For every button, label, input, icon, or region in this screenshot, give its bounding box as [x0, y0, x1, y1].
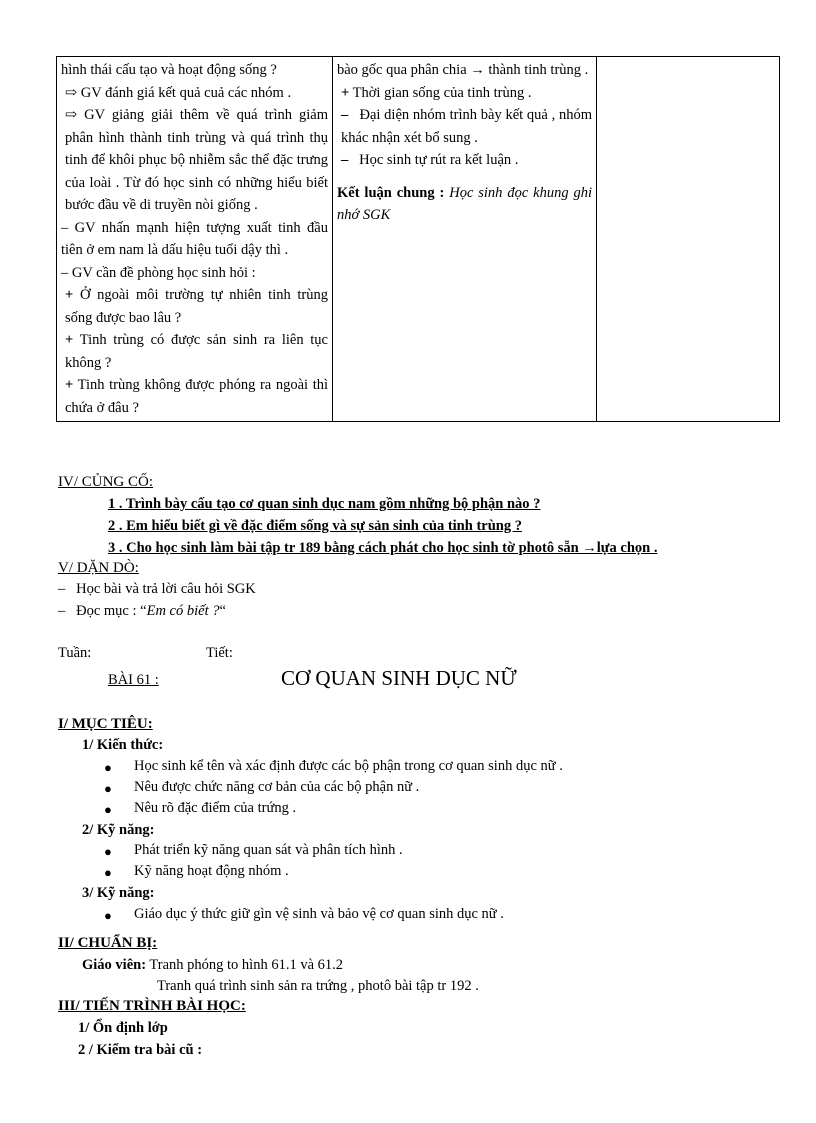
bullet-icon: ●: [104, 760, 112, 775]
week-label: Tuần:: [58, 645, 92, 661]
table-row: [57, 57, 780, 422]
table-line: – Đại diện nhóm trình bày kết quả , nhóm khác nhận xét bổ sung .: [341, 107, 592, 146]
objective-item: Nêu rõ đặc điểm của trứng .: [134, 800, 297, 816]
conclusion-text: Học sinh đọc khung ghi nhớ SGK: [337, 184, 592, 223]
section-heading-dan-do: V/ DẶN DÒ:: [58, 560, 139, 576]
subheading-ky-nang: 2/ Kỹ năng:: [82, 822, 155, 838]
dash-icon: –: [58, 581, 66, 597]
conclusion: [337, 182, 592, 227]
bullet-icon: ●: [104, 865, 112, 880]
bullet-icon: ●: [104, 802, 112, 817]
table-line: [61, 374, 328, 419]
subheading-ky-nang-3: 3/ Kỹ năng:: [82, 885, 155, 901]
lesson-table: [56, 56, 780, 422]
teacher-label: Giáo viên:: [82, 957, 147, 973]
objective-item: Phát triển kỹ năng quan sát và phân tích hình .: [134, 842, 403, 858]
table-line: – GV cần đề phòng học sinh hỏi :: [61, 264, 256, 281]
lesson-number: BÀI 61 :: [108, 672, 159, 688]
table-line: bào gốc qua phân chia → thành tinh trùng .: [337, 62, 589, 78]
plus-icon: +: [65, 377, 74, 393]
table-line: hình thái cấu tạo và hoạt động sống ?: [61, 62, 277, 78]
bullet-icon: ●: [104, 844, 112, 859]
homework-item: – Đọc mục : “Em có biết ?“: [58, 603, 226, 619]
bullet-icon: ●: [104, 908, 112, 923]
dash-icon: –: [58, 603, 66, 619]
section-heading-cung-co: IV/ CỦNG CỐ:: [58, 474, 154, 490]
subheading-kien-thuc: 1/ Kiến thức:: [82, 737, 164, 753]
section-heading-tien-trinh: III/ TIẾN TRÌNH BÀI HỌC:: [58, 998, 246, 1014]
table-line: – GV nhấn mạnh hiện tượng xuất tinh đầu tiên ở em nam là dấu hiệu tuổi dậy thì .: [61, 219, 328, 258]
table-line: ⇨ GV đánh giá kết quả cuả các nhóm .: [65, 84, 292, 101]
plus-icon: +: [65, 332, 74, 348]
page-title: CƠ QUAN SINH DỤC NỮ: [281, 666, 517, 690]
dash-icon: –: [341, 107, 349, 123]
empty-cell: [597, 57, 780, 422]
teacher-preparation: Giáo viên: Tranh phóng to hình 61.1 và 61.2: [82, 957, 344, 973]
objective-item: Giáo dục ý thức giữ gìn vệ sinh và bảo vệ cơ quan sinh dục nữ .: [134, 906, 504, 922]
review-question: 2 . Em hiểu biết gì về đặc điểm sống và sự sản sinh của tinh trùng ?: [108, 518, 522, 534]
objective-item: Học sinh kể tên và xác định được các bộ phận trong cơ quan sinh dục nữ .: [134, 758, 563, 774]
table-line: [61, 329, 328, 374]
student-activity-cell: [333, 57, 597, 422]
table-line: – Học sinh tự rút ra kết luận .: [341, 152, 519, 168]
teacher-activity-cell: [57, 57, 333, 422]
period-label: Tiết:: [206, 645, 233, 661]
objective-item: Nêu được chức năng cơ bản của các bộ phận nữ .: [134, 779, 420, 795]
dash-icon: –: [341, 152, 349, 168]
plus-icon: +: [65, 287, 74, 303]
review-question: 3 . Cho học sinh làm bài tập tr 189 bằng cách phát cho học sinh tờ photô sẵn →lựa chọn .: [108, 540, 658, 556]
question-text: Tinh trùng có được sản sinh ra liên tục không ?: [65, 332, 328, 371]
homework-item: – Học bài và trả lời câu hỏi SGK: [58, 581, 256, 597]
table-line: ⇨ GV giảng giải thêm về quá trình giảm phân hình thành tinh trùng và quá trình thụ tinh để khôi phục bộ nhiễm sắc thể đặc trưng của loài . Từ đó học sinh có những hiểu biết bước đầu về di truyền nòi giống .: [65, 107, 328, 213]
teacher-preparation-2: Tranh quá trình sinh sản ra trứng , photô bài tập tr 192 .: [157, 978, 479, 994]
section-heading-chuan-bi: II/ CHUẨN BỊ:: [58, 935, 158, 951]
conclusion-label: Kết luận chung :: [337, 184, 445, 201]
bullet-icon: ●: [104, 781, 112, 796]
plus-icon: +: [341, 84, 350, 101]
question-text: Ở ngoài môi trường tự nhiên tinh trùng sống được bao lâu ?: [65, 287, 328, 326]
objective-item: Kỹ năng hoạt động nhóm .: [134, 863, 289, 879]
step-on-dinh-lop: 1/ Ổn định lớp: [78, 1020, 168, 1036]
table-line: [61, 284, 328, 329]
step-kiem-tra-bai-cu: 2 / Kiểm tra bài cũ :: [78, 1042, 203, 1058]
section-heading-muc-tieu: I/ MỤC TIÊU:: [58, 716, 153, 732]
review-question: 1 . Trình bày cấu tạo cơ quan sinh dục nam gồm những bộ phận nào ?: [108, 496, 541, 512]
question-text: Tinh trùng không được phóng ra ngoài thì chứa ở đâu ?: [65, 377, 328, 416]
table-line: + Thời gian sống của tinh trùng .: [341, 84, 532, 101]
